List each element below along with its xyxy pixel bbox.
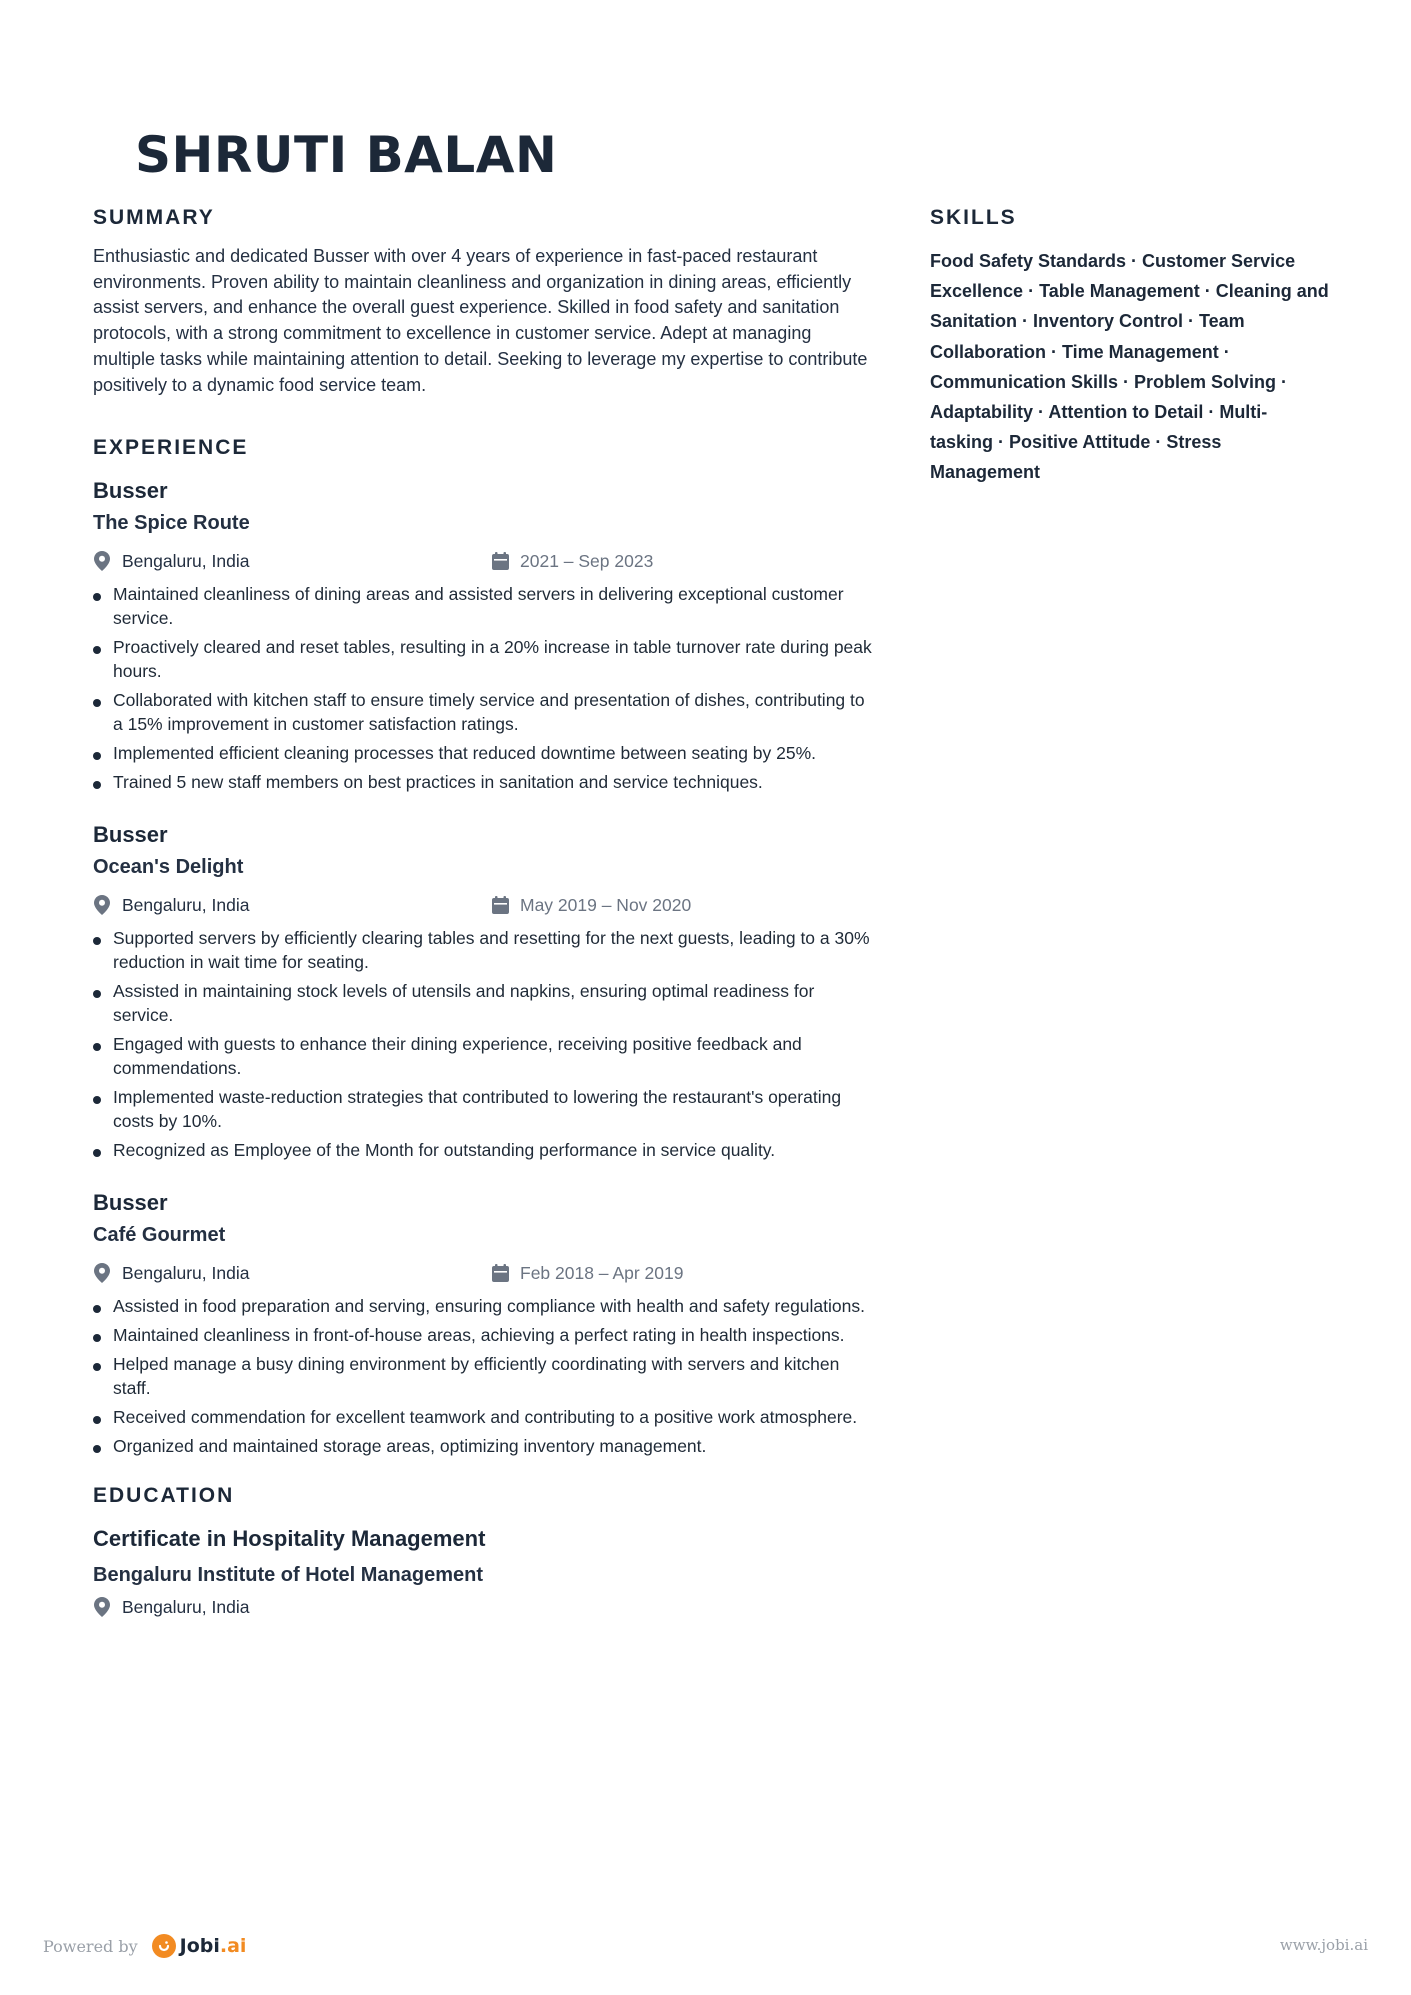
bullet-dot [93,1363,101,1371]
powered-by-label: Powered by [43,1936,138,1956]
right-column [930,206,1330,488]
list-item [93,1352,873,1400]
job-dates-text: 2021 – Sep 2023 [520,550,654,571]
skills-list: Food Safety Standards · Customer Service Excellence · Table Management · Cleaning and Sanitation · Inventory Control · Team Collaboration · Time Management · Communication Skills · Problem Solving · Adaptability · Attention to Detail · Multi-tasking · Positive Attitude · Stress Management [930,251,1329,483]
map-pin-icon [93,1596,111,1618]
bullet-text: Proactively cleared and reset tables, resulting in a 20% increase in table turnover rate during peak hours. [113,637,872,682]
education-meta [93,1596,873,1624]
job-location [93,894,249,916]
list-item [93,926,873,974]
bullet-dot [93,593,101,601]
job-meta [93,1262,873,1290]
bullet-text: Trained 5 new staff members on best practices in sanitation and service techniques. [113,772,763,793]
experience-section [93,436,873,1458]
bullet-text: Maintained cleanliness in front-of-house areas, achieving a perfect rating in health inspections. [113,1325,845,1346]
list-item [93,688,873,736]
education-location-text: Bengaluru, India [122,1596,250,1617]
list-item [93,1323,873,1347]
summary-section [93,206,873,398]
list-item [93,582,873,630]
job-dates-text: Feb 2018 – Apr 2019 [520,1262,684,1283]
job-bullets [93,582,873,794]
bullet-dot [93,781,101,789]
job-meta [93,894,873,922]
job-entry [93,820,873,1162]
job-company: Ocean's Delight [93,856,244,879]
footer-url[interactable]: www.jobi.ai [1279,1936,1368,1954]
bullet-dot [93,699,101,707]
bullet-dot [93,1096,101,1104]
list-item [93,1434,873,1458]
list-item [93,741,873,765]
job-bullets [93,1294,873,1458]
job-entry [93,476,873,794]
education-section [93,1484,873,1624]
bullet-text: Received commendation for excellent teamwork and contributing to a positive work atmosphere. [113,1407,858,1428]
experience-heading: EXPERIENCE [93,436,249,460]
job-meta [93,550,873,578]
bullet-text: Assisted in maintaining stock levels of utensils and napkins, ensuring optimal readiness for service. [113,981,815,1026]
bullet-text: Implemented efficient cleaning processes that reduced downtime between seating by 25%. [113,743,817,764]
bullet-text: Helped manage a busy dining environment by efficiently coordinating with servers and kitchen staff. [113,1354,840,1399]
job-bullets [93,926,873,1162]
bullet-dot [93,1149,101,1157]
job-location-text: Bengaluru, India [122,550,250,571]
brand-name-suffix: .ai [219,1935,247,1957]
skills-section [930,206,1330,488]
job-dates-text: May 2019 – Nov 2020 [520,894,692,915]
footer-branding [43,1934,246,1958]
calendar-icon [491,894,509,916]
bullet-dot [93,990,101,998]
bullet-dot [93,1416,101,1424]
brand-name-main: Jobi [179,1935,220,1957]
bullet-dot [93,646,101,654]
job-title: Busser [93,1190,168,1216]
map-pin-icon [93,550,111,572]
job-location-text: Bengaluru, India [122,1262,250,1283]
bullet-text: Maintained cleanliness of dining areas and assisted servers in delivering exceptional customer service. [113,584,844,629]
bullet-dot [93,937,101,945]
job-title: Busser [93,478,168,504]
list-item [93,770,873,794]
bullet-dot [93,1043,101,1051]
map-pin-icon [93,894,111,916]
summary-heading: SUMMARY [93,206,215,229]
bullet-text: Engaged with guests to enhance their dining experience, receiving positive feedback and commendations. [113,1034,802,1079]
bullet-text: Supported servers by efficiently clearing tables and resetting for the next guests, leading to a 30% reduction in wait time for seating. [113,928,870,973]
list-item [93,1085,873,1133]
calendar-icon [491,1262,509,1284]
job-dates [491,894,691,916]
job-dates [491,1262,683,1284]
job-location [93,1262,249,1284]
job-company: The Spice Route [93,512,250,535]
bullet-text: Implemented waste-reduction strategies that contributed to lowering the restaurant's operating costs by 10%. [113,1087,842,1132]
bullet-text: Recognized as Employee of the Month for outstanding performance in service quality. [113,1140,776,1161]
list-item [93,1294,873,1318]
education-heading: EDUCATION [93,1484,235,1508]
job-dates [491,550,653,572]
education-location [93,1596,249,1618]
calendar-icon [491,550,509,572]
brand-name[interactable] [180,1935,247,1957]
bullet-dot [93,1334,101,1342]
job-location-text: Bengaluru, India [122,894,250,915]
job-title: Busser [93,822,168,848]
bullet-text: Organized and maintained storage areas, optimizing inventory management. [113,1436,707,1457]
job-location [93,550,249,572]
bullet-text: Collaborated with kitchen staff to ensure timely service and presentation of dishes, contributing to a 15% improvement in customer satisfaction ratings. [113,690,865,735]
left-column [93,206,873,1624]
job-company: Café Gourmet [93,1224,226,1247]
list-item [93,1405,873,1429]
bullet-dot [93,752,101,760]
list-item [93,979,873,1027]
bullet-dot [93,1445,101,1453]
jobi-logo-icon [152,1934,176,1958]
candidate-name: SHRUTI BALAN [135,126,558,184]
bullet-text: Assisted in food preparation and serving, ensuring compliance with health and safety regulations. [113,1296,865,1317]
section-spacer [93,398,873,436]
summary-text: Enthusiastic and dedicated Busser with over 4 years of experience in fast-paced restaurant environments. Proven ability to maintain cleanliness and organization in dining areas, efficiently assist servers, and enhance the overall guest experience. Skilled in food safety and sanitation protocols, with a strong commitment to excellence in customer service. Adept at managing multiple tasks while maintaining attention to detail. Seeking to leverage my expertise to contribute positively to a dynamic food service team. [93,246,868,395]
map-pin-icon [93,1262,111,1284]
list-item [93,635,873,683]
skills-heading: SKILLS [930,206,1017,229]
education-school: Bengaluru Institute of Hotel Management [93,1564,484,1587]
list-item [93,1138,873,1162]
list-item [93,1032,873,1080]
job-entry [93,1188,873,1458]
bullet-dot [93,1305,101,1313]
education-degree: Certificate in Hospitality Management [93,1526,486,1552]
